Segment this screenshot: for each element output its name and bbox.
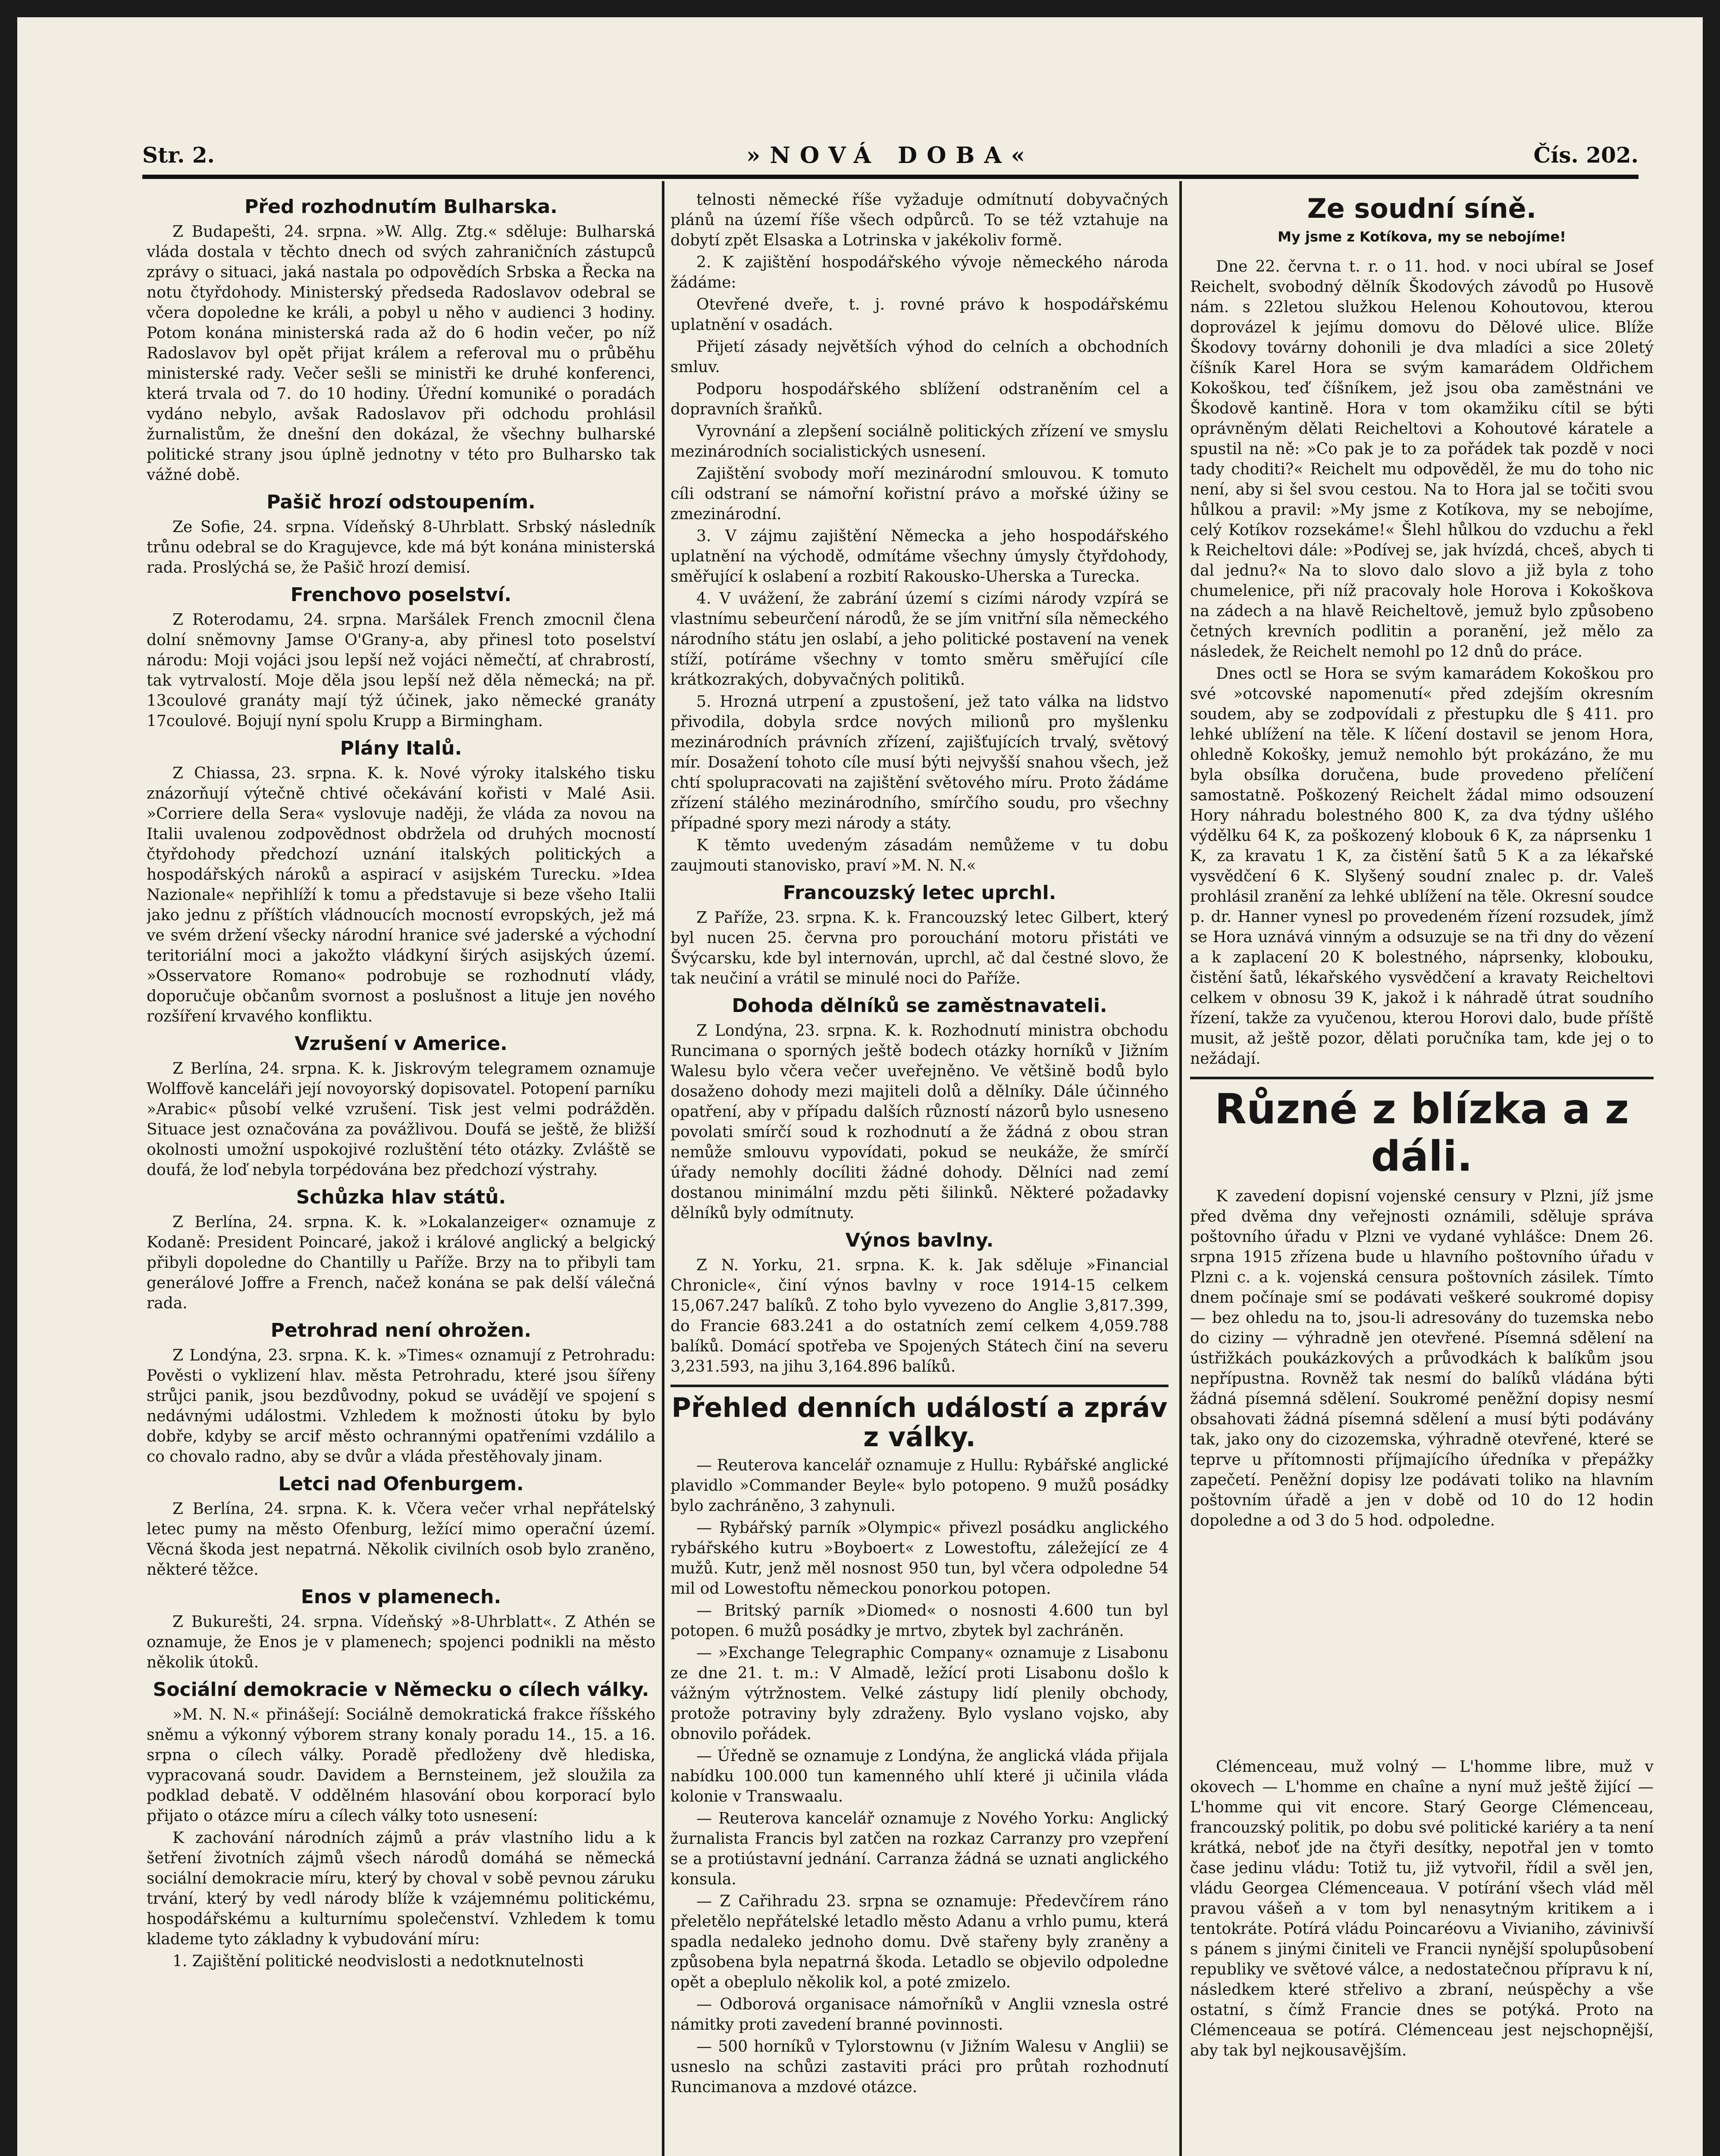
article-headline: Enos v plamenech. <box>301 1586 501 1608</box>
issue-number: Čís. 202. <box>1533 142 1639 168</box>
column-1 <box>147 190 655 2156</box>
article-paragraph: Vyrovnání a zlepšení sociálně politických zřízení ve smyslu mezinárodních socialistických usnesení. <box>670 423 1169 461</box>
article-paragraph: 3. V zájmu zajištění Německa a jeho hospodářského uplatnění na východě, odmítáme všechny úmysly čtyřdohody, směřující k oslabení a rozbití Rakousko-Uherska a Turecka. <box>670 527 1169 586</box>
article-headline: Ze soudní síně. <box>1307 193 1537 224</box>
article-paragraph: Přijetí zásady největších výhod do celních a obchodních smluv. <box>670 338 1169 376</box>
article-headline: Frenchovo poselství. <box>290 584 512 606</box>
article-paragraph: Z Budapešti, 24. srpna. »W. Allg. Ztg.« sděluje: Bulharská vláda dostala v těchto dnech od svých zahraničních zástupců zprávy o situaci, jaká nastala po odpovědích Srbska a Řecka na notu čtyřdohody. Ministerský předseda Radoslavov odebral se včera dopoledne ke králi, a pobyl u něho v audienci 3 hodiny. Potom konána ministerská rada až do 6 hodin večer, po níž Radoslavov byl opět přijat králem a referoval mu o průběhu ministerské rady. Večer sešli se ministři ke druhé konferenci, která trvala od 7. do 10 hodiny. Úřední komuniké o poradách vydáno nebylo, avšak Radoslavov při odchodu prohlásil žurnalistům, že dnešní den dokázal, že všechny bulharské politické strany jsou úplně jednotny v této pro Bulharsko tak vážné době. <box>147 223 655 484</box>
article-paragraph: — Úředně se oznamuje z Londýna, že anglická vláda přijala nabídku 100.000 tun kamenného uhlí které ji učinila vláda kolonie v Transwaalu. <box>670 1747 1169 1805</box>
article-paragraph: telnosti německé říše vyžaduje odmítnutí dobyvačných plánů na území říše všech odpůrců. To se též vztahuje na dobytí zpět Elsaska a Lotrinska v jakékoliv formě. <box>670 191 1169 249</box>
newspaper-page <box>17 17 1703 2156</box>
article-paragraph: Z Londýna, 23. srpna. K. k. »Times« oznamují z Petrohradu: Pověsti o vyklizení hlav. města Petrohradu, které jsou šířeny strůjci panik, jsou bezdůvodny, pokud se uvádějí ve spojení s nedávnými událostmi. Vzhledem k možnosti útoku by bylo dobře, kdyby se arcif město ochrannými opatřeními vzdálilo a co chovalo radno, aby se dvůr a vláda přestěhovaly jinam. <box>147 1347 655 1466</box>
article-headline: Před rozhodnutím Bulharska. <box>244 196 558 218</box>
article-paragraph: — 500 horníků v Tylorstownu (v Jižním Walesu v Anglii) se usneslo na schůzi zastaviti práci pro průtah rozhodnutí Runcimanova a mzdové otázce. <box>670 2038 1169 2096</box>
header-rule <box>142 175 1639 179</box>
article-paragraph: — Odborová organisace námořníků v Anglii vznesla ostré námitky proti zavedení branné povinnosti. <box>670 1996 1169 2034</box>
article-subheadline: My jsme z Kotíkova, my se nebojíme! <box>1278 229 1566 245</box>
article-paragraph: 1. Zajištění politické neodvislosti a nedotknutelnosti <box>172 1952 584 1970</box>
article-paragraph: Otevřené dveře, t. j. rovné právo k hospodářskému uplatnění v osadách. <box>670 296 1169 334</box>
article-paragraph: K těmto uvedeným zásadám nemůžeme v tu dobu zaujmouti stanovisko, praví »M. N. N.« <box>670 837 1169 874</box>
article-headline: Letci nad Ofenburgem. <box>278 1473 524 1495</box>
article-paragraph: — Britský parník »Diomed« o nosnosti 4.600 tun byl potopen. 6 mužů posádky je mrtvo, zbytek byl zachráněn. <box>670 1602 1169 1640</box>
article-paragraph: Dne 22. června t. r. o 11. hod. v noci ubíral se Josef Reichelt, svobodný dělník Škodových závodů po Husově nám. s 22letou služkou Helenou Kohoutovou, kterou doprovázel k jejímu domovu do Dělové ulice. Blíže Škodovy továrny dohonili je dva mladíci a sice 20letý číšník Karel Hora se svým kamarádem Oldřichem Kokoškou, teď číšníkem, jež jsou oba zaměstnáni ve Škodově kantině. Hora v tom okamžiku cítil se býti oprávněným dělati Reicheltovi a Kohoutové káratele a spustil na ně: »Co pak je to za pořádek tak pozdě v noci tady choditi?« Reichelt mu odpověděl, že mu do toho nic není, aby si šel svou cestou. Na to Hora jal se točiti svou hůlkou a pravil: »My jsme z Kotíkova, my se nebojíme, celý Kotíkov rozsekáme!« Šlehl hůlkou do vzduchu a řekl k Reicheltovi dále: »Podívej se, jak hvízdá, chceš, abych ti dal jednu?« Na to slovo dalo slovo a již byla z toho chumelenice, při níž pracovaly hole Horova i Kokoškova na zádech a na hlavě Reicheltově, jemuž bylo způsobeno četných krevních podlitin a poranění, jež mělo za následek, že Reichelt nemohl po 12 dnů do práce. <box>1190 258 1654 661</box>
article-headline: Sociální demokracie v Německu o cílech války. <box>153 1679 649 1701</box>
article-paragraph: Z Chiassa, 23. srpna. K. k. Nové výroky italského tisku znázorňují výtečně chtivé očekávání kořisti v Malé Asii. »Corriere della Sera« vyslovuje naději, že vláda za novou na Italii uvalenou zodpovědnost obdržela od druhých mocností čtyřdohody předchozí uznání italských politických a hospodářských nároků a aspirací v asijském Turecku. »Idea Nazionale« nepřihlíží k tomu a představuje si beze všeho Italii jako jednu z příštích vládnoucích mocností evropských, jež má ve svém držení všecky národní hranice své jaderské a východní teritoriální moci a jakožto vládkyní širých asijských území. »Osservatore Romano« podrobuje se rozhodnutí vlády, doporučuje občanům svornost a poslušnost a lituje jen nového rozšíření krvavého konfliktu. <box>147 765 655 1025</box>
column-divider <box>1179 181 1182 2156</box>
page-number: Str. 2. <box>142 142 215 168</box>
column-3 <box>1190 190 1654 2156</box>
article-headline: Francouzský letec uprchl. <box>783 882 1056 904</box>
column-2 <box>670 190 1169 2156</box>
article-paragraph: 4. V uvážení, že zabrání území s cizími národy vzpírá se vlastnímu sebeurčení národů, že se jím vnitřní síla německého národního státu jen oslabí, a jeho politické postavení na venek stíží, potíráme všechny v tomto směru směřující cíle krátkozrakých, dobyvačných politiků. <box>670 590 1169 689</box>
article-paragraph: — »Exchange Telegraphic Company« oznamuje z Lisabonu ze dne 21. t. m.: V Almadě, ležící proti Lisabonu došlo k vážným výtržnostem. Velké zástupy lidí plenily obchody, protože potraviny byly zdraženy. Bylo vyslano vojsko, aby obnovilo pořádek. <box>670 1644 1169 1743</box>
article-paragraph: Z Paříže, 23. srpna. K. k. Francouzský letec Gilbert, který byl nucen 25. června pro porouchání motoru přistáti ve Švýcarsku, kde byl internován, uprchl, ač dal čestné slovo, že tak neučiní a vrátil se minulé noci do Paříže. <box>670 909 1169 987</box>
article-paragraph: Z Roterodamu, 24. srpna. Maršálek French zmocnil člena dolní sněmovny Jamse O'Grany-a, aby přinesl toto poselství národu: Moji vojáci jsou lepší než vojáci němečtí, ať chrabrostí, tak vytrvalostí. Moje děla jsou lepší než děla německá; na př. 13coulové granáty mají týž účinek, jako německé granáty 17coulové. Bojují nyní spolu Krupp a Birmingham. <box>147 611 655 730</box>
article-paragraph: K zavedení dopisní vojenské censury v Plzni, jíž jsme před dvěma dny veřejnosti oznámili, sděluje správa poštovního úřadu v Plzni ve vydané vyhlášce: Dnem 26. srpna 1915 zřízena bude u hlavního poštovního úřadu v Plzni c. a k. vojenská censura poštovních zásilek. Tímto dnem počínaje smí se podávati veškeré soukromé dopisy — bez ohledu na to, jsou-li adresovány do tuzemska nebo do ciziny — výhradně jen otevřené. Písemná sdělení na ústřižkách poukázkových a průvodkách k balíkům jsou nepřípustna. Rovněž tak nesmí do balíků vládána býti žádná písemná sdělení. Soukromé peněžní dopisy nesmí obsahovati žádná písemná sdělení a musí býti podávány tak, jako ony do cizozemska, výhradně otevřené, které se teprve u přítomnosti příjmajícího úředníka v přepážky zapečetí. Peněžní dopisy lze podávati toliko na hlavním poštovním úřadě a jen v době od 10 do 12 hodin dopoledne a od 3 do 5 hod. odpoledne. <box>1190 1188 1654 1529</box>
article-paragraph: — Reuterova kancelář oznamuje z Nového Yorku: Anglický žurnalista Francis byl zatčen na rozkaz Carranzy pro vzepření se a protiústavní jednání. Carranza žádná se uznati anglického konsula. <box>670 1810 1169 1888</box>
article-paragraph: Z Berlína, 24. srpna. K. k. »Lokalanzeiger« oznamuje z Kodaně: President Poincaré, jakož i králové anglický a belgický přibyli dopoledne do Chantilly u Paříže. Brzy na to přibyli tam generálové Joffre a French, načež konána se pak delší válečná rada. <box>147 1213 655 1312</box>
article-headline: Pašič hrozí odstoupením. <box>266 491 536 513</box>
article-paragraph: Z N. Yorku, 21. srpna. K. k. Jak sděluje »Financial Chronicle«, činí výnos bavlny v roce 1914-15 celkem 15,067.247 balíků. Z toho bylo vyvezeno do Anglie 3,817.399, do Francie 683.241 a do ostatních zemí celkem 4,059.788 balíků. Domácí spotřeba ve Spojených Státech činí na severu 3,231.593, na jihu 3,164.896 balíků. <box>670 1257 1169 1376</box>
article-paragraph: 5. Hrozná utrpení a zpustošení, jež tato válka na lidstvo přivodila, dobyla srdce nových milionů pro myšlenku mezinárodních právních zřízení, zajišťujících trvalý, světový mír. Dosažení tohoto cíle musí býti nejvyšší snahou všech, jež chtí spolupracovati na zajištění světového míru. Proto žádáme zřízení stálého mezinárodního, smírčího soudu, pro všechny případné spory mezi národy a státy. <box>670 693 1169 832</box>
article-paragraph: Clémenceau, muž volný — L'homme libre, muž v okovech — L'homme en chaîne a nyní muž ještě žijící — L'homme qui vit encore. Starý George Clémenceau, francouzský politik, po dobu své politické kariéry a ta není krátká, neboť jde na čtyři desítky, nepotřal jen v tomto čase jedinu vládu: Totiž tu, již vytvořil, řídil a svěl jen, vládu Georgea Clémenceaua. V potírání všech vlád měl pravou vášeň a v tom byl nenasytným kritikem a i tentokráte. Potírá vládu Poincaréovu a Vivianiho, závinivší s pánem s jinými činiteli ve Francii nynější spolupůsobení republiky ve světové válce, a nedostatečnou přípravu k ní, následkem které střelivo a zbraní, neúspěchy a vše ostatní, s čímž Francie dnes se potýká. Proto na Clémenceaua se potírá. Clémenceau jest nejschopnější, aby tak byl nejkousavějším. <box>1190 1758 1654 2059</box>
article-headline: Plány Italů. <box>340 737 462 759</box>
section-rule <box>670 1385 1169 1387</box>
article-paragraph: Z Bukurešti, 24. srpna. Vídeňský »8-Uhrblatt«. Z Athén se oznamuje, že Enos je v plamenech; spojenci podnikli na město několik útoků. <box>147 1613 655 1671</box>
article-paragraph: Zajištění svobody moří mezinárodní smlouvou. K tomuto cíli odstraní se námořní kořistní právo a mořské úžiny se zmezinárodní. <box>670 465 1169 523</box>
masthead <box>142 142 1639 177</box>
article-paragraph: 2. K zajištění hospodářského vývoje německého národa žádáme: <box>670 254 1169 291</box>
section-rule <box>1190 1077 1654 1079</box>
article-headline: Výnos bavlny. <box>845 1229 994 1251</box>
article-paragraph: Podporu hospodářského sblížení odstraněním cel a dopravních šraňků. <box>670 380 1169 418</box>
article-headline: Přehled denních událostí a zpráv z války. <box>671 1392 1168 1453</box>
article-paragraph: Z Berlína, 24. srpna. K. k. Včera večer vrhal nepřátelský letec pumy na město Ofenburg, ležící mimo operační území. Věcná škoda jest nepatrná. Několik civilních osob bylo zraněno, některé těžce. <box>147 1500 655 1579</box>
article-headline: Petrohrad není ohrožen. <box>270 1319 532 1341</box>
article-paragraph: K zachování národních zájmů a práv vlastního lidu a k šetření životních zájmů všech národů domáhá se německá sociální demokracie míru, který by choval v sobě pevnou záruku trvání, který by vedl národy blíže k vzájemnému politickému, hospodářskému a kulturnímu společenství. Vzhledem k tomu klademe tyto základny k vybudování míru: <box>147 1829 655 1948</box>
article-headline: Vzrušení v Americe. <box>294 1033 508 1055</box>
newspaper-title: »NOVÁ DOBA« <box>746 142 1035 169</box>
article-paragraph: Dnes octl se Hora se svým kamarádem Kokoškou pro své »otcovské napomenutí« před zdejším okresním soudem, aby se zodpovídali z přestupku dle § 411. pro lehké ublížení na těle. K líčení dostavil se jenom Hora, ohledně Kokošky, jemuž nemohlo být prokázáno, že mu byla obsílka doručena, bude provedeno přelíčení samostatně. Poškozený Reichelt žádal mimo odsouzení Hory náhradu bolestného 800 K, za dva týdny ušlého výdělku 64 K, za poškozený klobouk 6 K, za náprsenku 1 K, za kravatu 1 K, za čistění šatů 5 K a za lékařské vysvědčení 6 K. Slyšený soudní znalec p. dr. Valeš prohlásil zranění za lehké ublížení na těle. Okresní soudce p. dr. Hanner vynesl po provedeném řízení rozsudek, jímž se Hora uznává vinným a odsuzuje se na tři dny do vězení a k zaplacení 20 K bolestného, náprsenky, klobouku, čistění šatů, lékařského vysvědčení a kravaty Reicheltovi celkem v obnosu 39 K, jakož i k náhradě útrat soudního řízení, takže za vyučenou, kterou Horovi dalo, bude příště musit, až ještě pozor, dělati poručníka tam, kde jej o to nežádají. <box>1190 665 1654 1068</box>
article-paragraph: — Z Cařihradu 23. srpna se oznamuje: Předevčírem ráno přeletělo nepřátelské letadlo město Adanu a vrhlo pumu, která spadla nedaleko jednoho domu. Dvě stařeny byly zraněny a způsobena byla nepatrná škoda. Letadlo se objevilo odpoledne opět a obeplulo několik kol, a poté zmizelo. <box>670 1893 1169 1991</box>
blank-space <box>1190 1532 1654 1757</box>
article-paragraph: »M. N. N.« přinášejí: Sociálně demokratická frakce říšského sněmu a výkonný výborem strany konaly poradu 14., 15. a 16. srpna o cílech války. Poradě předloženy dvě hlediska, vypracovaná soudr. Davidem a Bernsteinem, jež sloužila za podklad debatě. V oddělném hlasování obou korporací bylo přijato o otázce míru a cílech války toto usnesení: <box>147 1706 655 1825</box>
article-headline: Schůzka hlav států. <box>296 1186 506 1208</box>
article-paragraph: Ze Sofie, 24. srpna. Vídeňský 8-Uhrblatt. Srbský následník trůnu odebral se do Kragujevce, kde má být konána ministerská rada. Proslýchá se, že Pašič hrozí demisí. <box>147 518 655 577</box>
article-paragraph: — Reuterova kancelář oznamuje z Hullu: Rybářské anglické plavidlo »Commander Beyle« bylo potopeno. 9 mužů posádky bylo zachráněno, 3 zahynuli. <box>670 1457 1169 1515</box>
article-headline: Dohoda dělníků se zaměstnavateli. <box>732 995 1107 1017</box>
article-paragraph: Z Berlína, 24. srpna. K. k. Jiskrovým telegramem oznamuje Wolffově kanceláři její novoyorský dopisovatel. Potopení parníku »Arabic« působí velké vzrušení. Tisk jest velmi podrážděn. Situace jest označována za povážlivou. Doufá se ještě, že bližší okolnosti umožní uspokojivé rozluštění této otázky. Zvláště se doufá, že loď nebyla torpédována bez předchozí výstrahy. <box>147 1060 655 1179</box>
article-paragraph: — Rybářský parník »Olympic« přivezl posádku anglického rybářského kutru »Boyboert« z Lowestoftu, záležející ze 4 mužů. Kutr, jenž měl nosnost 950 tun, byl včera odpoledne 54 mil od Lowestoftu německou ponorkou potopen. <box>670 1519 1169 1598</box>
article-headline: Různé z blízka a z dáli. <box>1215 1085 1629 1181</box>
column-divider <box>662 181 664 2156</box>
article-paragraph: Z Londýna, 23. srpna. K. k. Rozhodnutí ministra obchodu Runcimana o sporných ještě bodech otázky horníků v Jižním Walesu bylo včera večer uveřejněno. Ve většině bodů bylo dosaženo dohody mezi majiteli dolů a dělníky. Dále účinného opatření, aby v případu dalších růzností názorů bylo usneseno povolati smírčí soud k rozhodnutí a že žádná z obou stran nemůže smlouvu vypovídati, pokud se neukáže, že smírčí úřady nemohly docíliti žádné dohody. Dělníci nad zemí dostanou minimální mzdu pěti šilinků. Některé požadavky dělníků byly odmítnuty. <box>670 1022 1169 1222</box>
